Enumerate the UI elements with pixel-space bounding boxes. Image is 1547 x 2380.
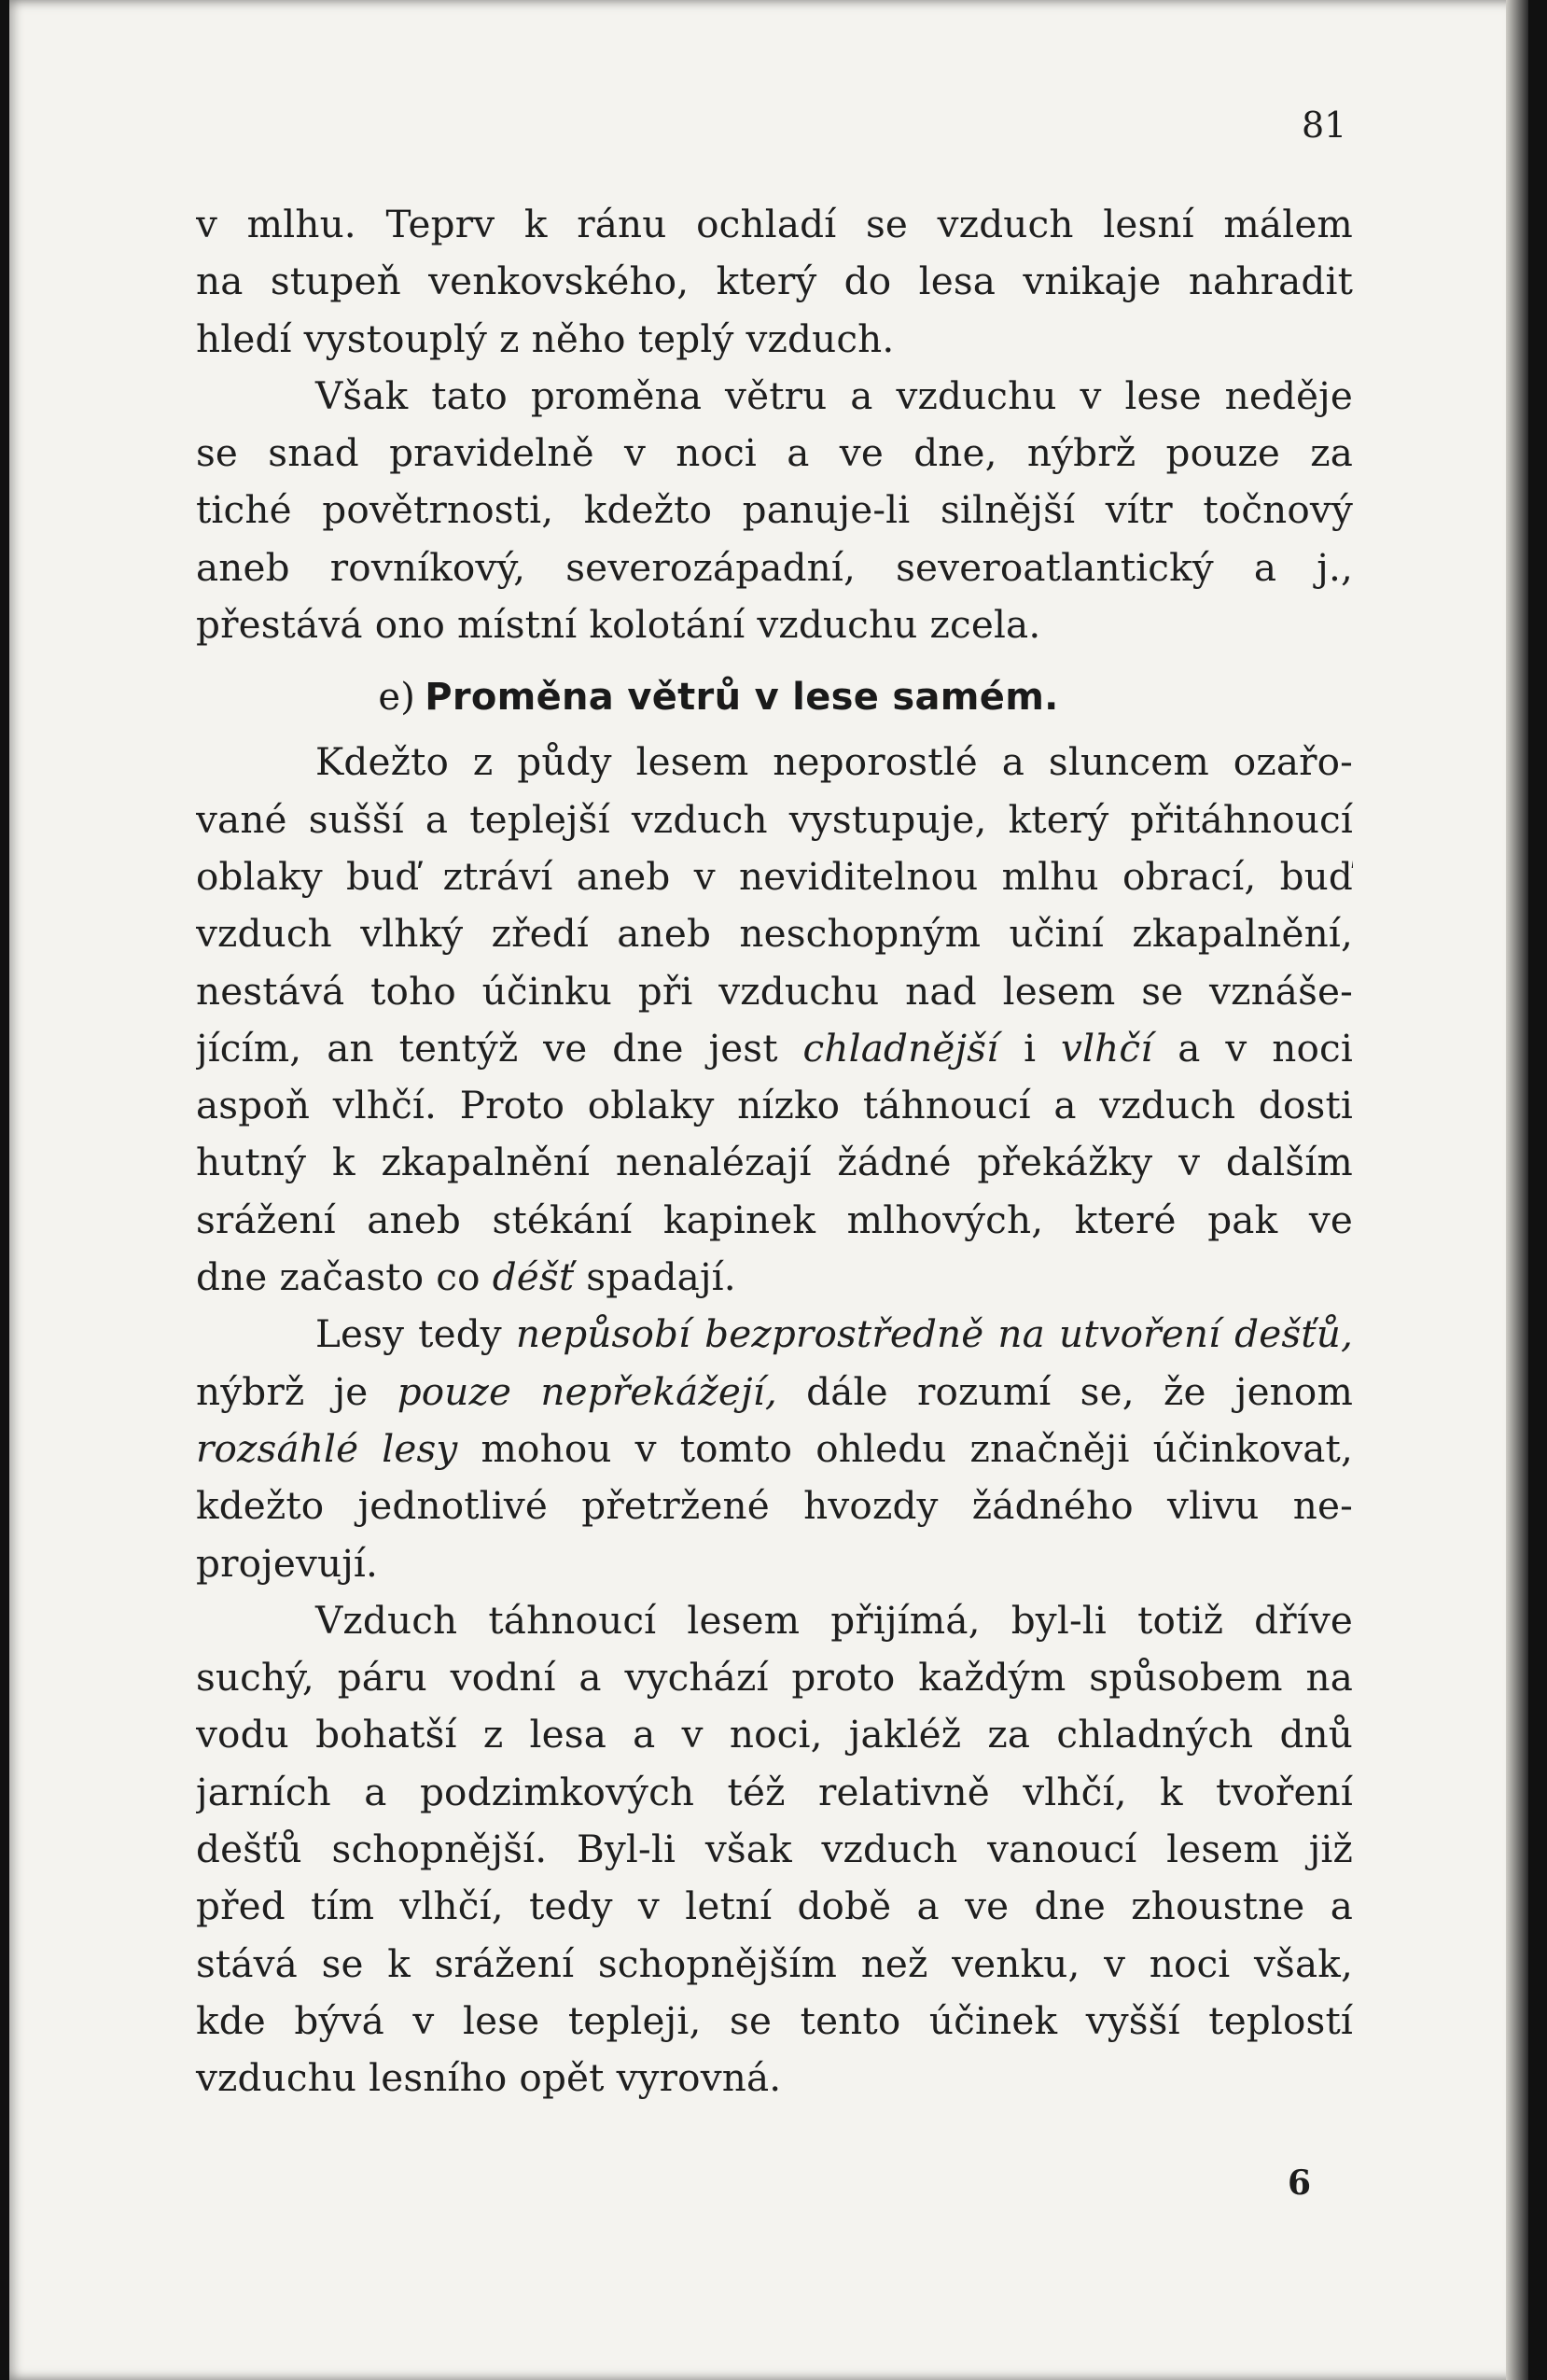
text-line: vané sušší a teplejší vzduch vystupuje, který přitáhnoucí bbox=[196, 796, 1353, 842]
text-line: aneb rovníkový, severozápadní, severoatlantický a j., bbox=[196, 544, 1353, 590]
page-number: 81 bbox=[1302, 105, 1347, 146]
text-line: Kdežto z půdy lesem neporostlé a sluncem ozařo- bbox=[315, 739, 1353, 785]
text-line: kde bývá v lese tepleji, se tento účinek vyšší teplostí bbox=[196, 1997, 1353, 2043]
page-edge-shadow bbox=[1506, 0, 1528, 2380]
text-line: před tím vlhčí, tedy v letní době a ve dne zhoustne a bbox=[196, 1883, 1353, 1929]
text-line bbox=[196, 1364, 1353, 1421]
text-line: v mlhu. Teprv k ránu ochladí se vzduch lesní málem bbox=[196, 202, 1353, 246]
emphasis-text: rozsáhlé lesy bbox=[196, 1425, 458, 1471]
text-line: Však tato proměna větru a vzduchu v lese neděje bbox=[315, 372, 1353, 418]
signature-mark: 6 bbox=[1288, 2163, 1312, 2203]
text-line: suchý, páru vodní a vychází proto každým spůsobem na bbox=[196, 1655, 1353, 1701]
text-line: oblaky buď ztráví aneb v neviditelnou mlhu obrací, buď bbox=[196, 853, 1353, 899]
emphasis-text: chladnější bbox=[802, 1025, 999, 1071]
text-line: hledí vystouplý z něho teplý vzduch. bbox=[196, 315, 895, 361]
text-run: nýbrž je bbox=[196, 1368, 369, 1414]
text-line: nestává toho účinku při vzduchu nad lesem se vznáše- bbox=[196, 968, 1353, 1014]
text-line bbox=[196, 1249, 1353, 1306]
text-line: jarních a podzimkových též relativně vlhčí, k tvoření bbox=[196, 1769, 1353, 1814]
emphasis-text: pouze nepřekážejí, bbox=[397, 1368, 777, 1414]
text-run: i bbox=[1024, 1025, 1037, 1071]
text-line: vzduch vlhký zředí aneb neschopným učiní zkapalnění, bbox=[196, 911, 1353, 957]
text-line: vzduchu lesního opět vyrovná. bbox=[196, 2055, 782, 2101]
text-line bbox=[196, 1306, 1353, 1363]
text-run: jícím, an tentýž ve dne jest bbox=[196, 1025, 778, 1071]
emphasis-text: nepůsobí bezprostředně na utvoření dešťů, bbox=[515, 1311, 1353, 1357]
text-line: Vzduch táhnoucí lesem přijímá, byl-li totiž dříve bbox=[315, 1597, 1353, 1643]
text-line: na stupeň venkovského, který do lesa vnikaje nahradit bbox=[196, 259, 1353, 304]
section-heading bbox=[196, 661, 1353, 734]
text-run: mohou v tomto ohledu značněji účinkovat, bbox=[481, 1425, 1353, 1471]
emphasis-text: vlhčí bbox=[1061, 1025, 1153, 1071]
text-run: dne začasto co bbox=[196, 1254, 481, 1300]
text-run: spadají. bbox=[586, 1254, 736, 1300]
text-line bbox=[196, 1421, 1353, 1477]
text-line: tiché povětrnosti, kdežto panuje-li silnější vítr točnový bbox=[196, 487, 1353, 533]
text-run: dále rozumí se, že jenom bbox=[806, 1368, 1353, 1414]
text-line: se snad pravidelně v noci a ve dne, nýbrž pouze za bbox=[196, 430, 1353, 476]
text-line: hutný k zkapalnění nenalézají žádné překážky v dalším bbox=[196, 1140, 1353, 1185]
emphasis-text: déšť bbox=[492, 1254, 575, 1300]
text-run: a v noci bbox=[1178, 1025, 1353, 1071]
text-line: aspoň vlhčí. Proto oblaky nízko táhnoucí a vzduch dosti bbox=[196, 1083, 1353, 1128]
text-line: vodu bohatší z lesa a v noci, jakléž za chladných dnů bbox=[196, 1712, 1353, 1757]
text-line: srážení aneb stékání kapinek mlhových, které pak ve bbox=[196, 1197, 1353, 1242]
section-heading-label: e) bbox=[378, 676, 416, 720]
text-line: projevují. bbox=[196, 1540, 379, 1586]
text-line: dešťů schopnější. Byl-li však vzduch vanoucí lesem již bbox=[196, 1827, 1353, 1872]
text-line: stává se k srážení schopnějším než venku, v noci však, bbox=[196, 1940, 1353, 1986]
text-line: kdežto jednotlivé přetržené hvozdy žádného vlivu ne- bbox=[196, 1483, 1353, 1529]
section-heading-title: Proměna větrů v lese samém. bbox=[425, 676, 1059, 720]
book-page bbox=[9, 0, 1528, 2380]
body-text bbox=[196, 196, 1353, 2107]
text-line: přestává ono místní kolotání vzduchu zcela. bbox=[196, 602, 1041, 648]
text-run: Lesy tedy bbox=[315, 1311, 502, 1357]
text-line bbox=[196, 1020, 1353, 1077]
